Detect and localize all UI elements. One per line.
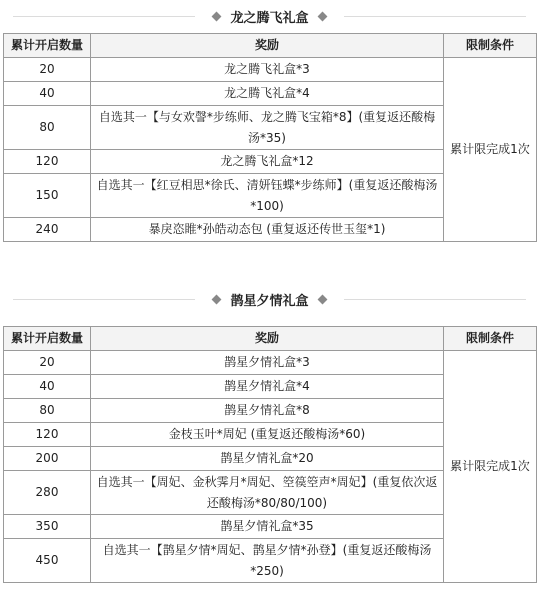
header-count: 累计开启数量 [4,34,91,58]
header-reward: 奖励 [91,327,444,351]
heading-divider-left [13,16,195,17]
table-row [4,351,537,375]
row-count: 20 [4,351,91,375]
row-count: 80 [4,399,91,423]
row-reward: 鹊星夕情礼盒*3 [91,351,444,375]
diamond-icon [212,295,222,305]
row-count: 80 [4,106,91,150]
row-reward: 自选其一【红豆相思*徐氏、清妍钰蝶*步练师】(重复返还酸梅汤*100) [91,174,444,218]
section-heading [3,283,536,316]
heading-divider-right [344,16,526,17]
row-count: 20 [4,58,91,82]
row-count: 40 [4,375,91,399]
reward-table [3,33,537,242]
row-count: 240 [4,218,91,242]
row-reward: 自选其一【周妃、金秋霁月*周妃、箜篌箜声*周妃】(重复依次返还酸梅汤*80/80/100) [91,471,444,515]
row-reward: 鹊星夕情礼盒*20 [91,447,444,471]
table-row [4,58,537,82]
row-reward: 鹊星夕情礼盒*4 [91,375,444,399]
row-count: 120 [4,423,91,447]
row-reward: 龙之腾飞礼盒*12 [91,150,444,174]
row-reward: 鹊星夕情礼盒*8 [91,399,444,423]
heading-divider-right [344,299,526,300]
heading-divider-left [13,299,195,300]
section-title: 鹊星夕情礼盒 [230,294,309,309]
limit-cell: 累计限完成1次 [444,58,537,242]
header-limit: 限制条件 [444,327,537,351]
diamond-icon [317,295,327,305]
row-reward: 鹊星夕情礼盒*35 [91,515,444,539]
row-count: 200 [4,447,91,471]
limit-cell: 累计限完成1次 [444,351,537,583]
header-limit: 限制条件 [444,34,537,58]
row-reward: 龙之腾飞礼盒*3 [91,58,444,82]
row-count: 280 [4,471,91,515]
header-count: 累计开启数量 [4,327,91,351]
section-heading [3,0,536,33]
row-count: 150 [4,174,91,218]
header-reward: 奖励 [91,34,444,58]
row-reward: 龙之腾飞礼盒*4 [91,82,444,106]
row-reward: 金枝玉叶*周妃 (重复返还酸梅汤*60) [91,423,444,447]
row-count: 120 [4,150,91,174]
gift-box-section-dragon [3,0,536,242]
section-title: 龙之腾飞礼盒 [230,11,309,26]
reward-table [3,326,537,583]
diamond-icon [212,12,222,22]
row-reward: 自选其一【鹊星夕情*周妃、鹊星夕情*孙登】(重复返还酸梅汤*250) [91,539,444,583]
row-reward: 自选其一【与女欢謦*步练师、龙之腾飞宝箱*8】(重复返还酸梅汤*35) [91,106,444,150]
row-count: 450 [4,539,91,583]
row-reward: 暴戾恣睢*孙皓动态包 (重复返还传世玉玺*1) [91,218,444,242]
row-count: 40 [4,82,91,106]
gift-box-section-magpie [3,283,536,583]
row-count: 350 [4,515,91,539]
table-header-row [4,327,537,351]
diamond-icon [317,12,327,22]
table-header-row [4,34,537,58]
